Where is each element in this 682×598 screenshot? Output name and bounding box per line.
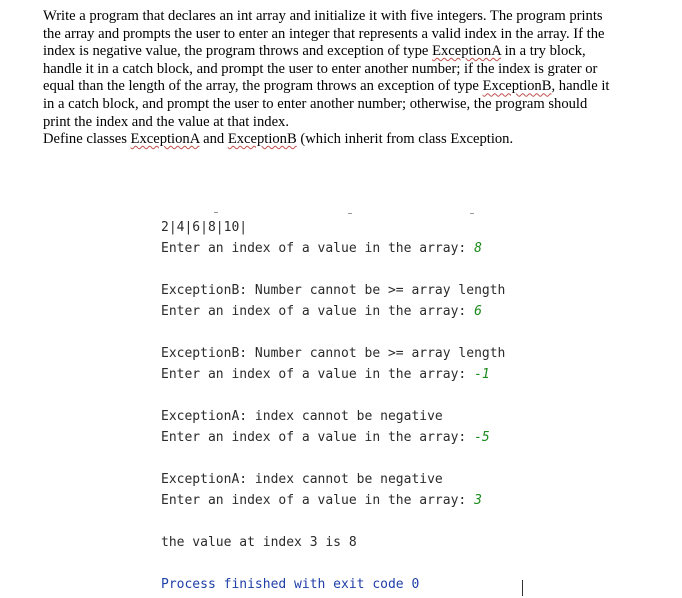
problem-line-5-end: , handle it [551,78,610,95]
problem-line-4: handle it in a catch block, and prompt the user to enter another number; if the index is grater or [43,60,598,77]
define-end: (which inherit from class Exception. [296,131,514,148]
exit-status-line: Process finished with exit code 0 [161,577,420,592]
text-cursor [522,580,523,596]
problem-line-1: Write a program that declares an int array and initialize it with five integers. The program prints [43,8,603,24]
scan-artifact [470,213,474,214]
user-input: 8 [474,241,482,256]
error-line: ExceptionA: index cannot be negative [161,409,443,424]
scan-artifact [214,212,218,213]
define-exception-a: ExceptionA [130,131,200,148]
problem-line-3-start: index is negative value, the program throws and exception of type [43,43,433,60]
error-line: ExceptionB: Number cannot be >= array length [161,346,506,361]
problem-line-6: in a catch block, and prompt the user to enter another number; otherwise, the program should [43,95,588,112]
define-start: Define classes [43,131,131,148]
define-and: and [199,131,228,148]
problem-line-2: the array and prompts the user to enter an integer that represents a valid index in the array. If the [43,25,605,42]
exception-b-term: ExceptionB [482,78,552,95]
problem-line-3 [43,43,643,61]
user-input: -5 [474,430,490,445]
problem-line-3-end: in a try block, [500,43,586,60]
exception-a-term: ExceptionA [432,43,501,60]
define-exception-b: ExceptionB [227,131,297,148]
error-line: ExceptionA: index cannot be negative [161,472,443,487]
prompt-text: Enter an index of a value in the array: [161,430,475,445]
scan-artifact [348,213,352,214]
prompt-line [161,366,490,384]
user-input: -1 [474,367,490,382]
prompt-line [161,303,482,321]
user-input: 3 [474,493,482,508]
problem-statement [43,8,643,149]
prompt-line [161,240,482,258]
prompt-text: Enter an index of a value in the array: [161,493,475,508]
prompt-line [161,429,490,447]
problem-line-5 [43,78,643,96]
prompt-text: Enter an index of a value in the array: [161,241,475,256]
prompt-line [161,492,482,510]
prompt-text: Enter an index of a value in the array: [161,304,475,319]
array-output: 2|4|6|8|10| [161,220,248,235]
problem-line-5-start: equal than the length of the array, the program throws an exception of type [43,78,483,95]
error-line: ExceptionB: Number cannot be >= array length [161,283,506,298]
result-line: the value at index 3 is 8 [161,535,357,550]
problem-define-line [43,131,643,149]
problem-line-7: print the index and the value at that index. [43,113,289,130]
user-input: 6 [474,304,482,319]
prompt-text: Enter an index of a value in the array: [161,367,475,382]
